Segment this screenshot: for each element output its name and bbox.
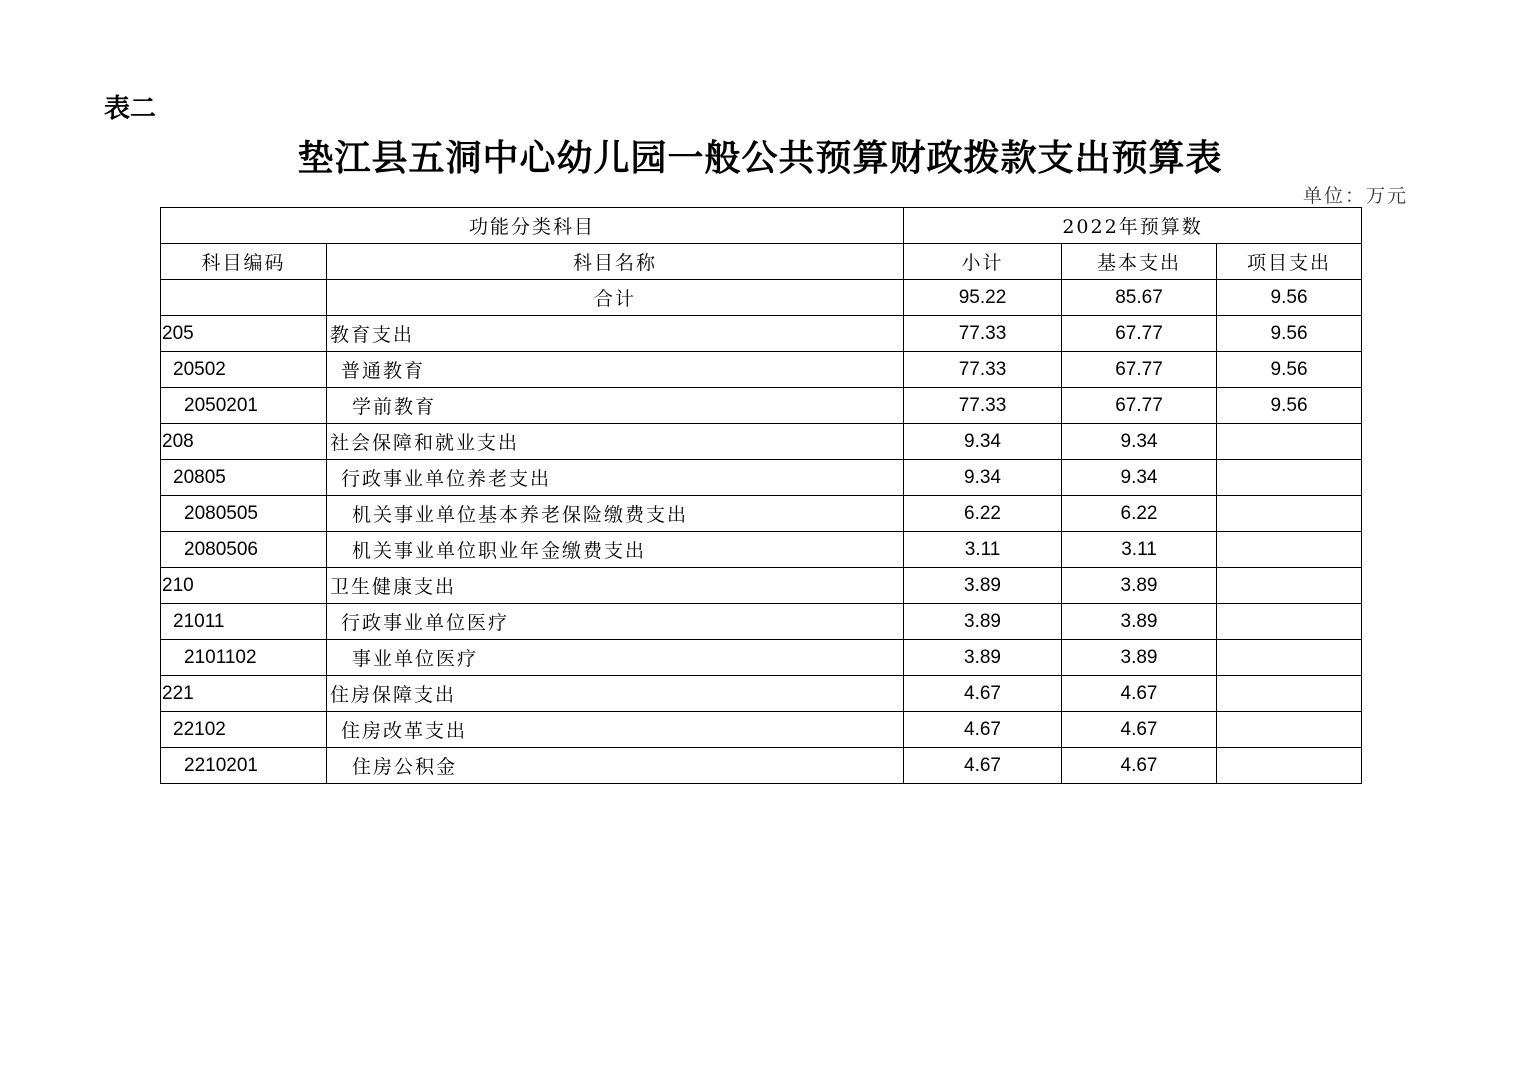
row-name: 行政事业单位养老支出 (327, 460, 904, 496)
row-name: 卫生健康支出 (327, 568, 904, 604)
row-code: 221 (161, 676, 327, 712)
total-subtotal: 95.22 (904, 280, 1062, 316)
column-header-name: 科目名称 (327, 244, 904, 280)
budget-table (160, 207, 1362, 784)
row-subtotal: 3.89 (904, 640, 1062, 676)
row-project (1217, 424, 1362, 460)
unit-note: 单位：万元 (1302, 185, 1408, 207)
row-code: 20502 (161, 352, 327, 388)
table-row (161, 316, 1362, 352)
group-header-row (161, 208, 1362, 244)
row-code: 2101102 (161, 640, 327, 676)
row-code: 205 (161, 316, 327, 352)
row-code: 208 (161, 424, 327, 460)
total-basic: 85.67 (1062, 280, 1217, 316)
row-basic: 4.67 (1062, 712, 1217, 748)
row-name: 机关事业单位基本养老保险缴费支出 (327, 496, 904, 532)
column-header-project: 项目支出 (1217, 244, 1362, 280)
row-subtotal: 4.67 (904, 712, 1062, 748)
row-code: 2080505 (161, 496, 327, 532)
row-subtotal: 77.33 (904, 352, 1062, 388)
table-row (161, 352, 1362, 388)
row-basic: 9.34 (1062, 460, 1217, 496)
table-row (161, 748, 1362, 784)
row-subtotal: 3.11 (904, 532, 1062, 568)
row-code: 2210201 (161, 748, 327, 784)
group-header-functional-category: 功能分类科目 (161, 208, 904, 244)
row-basic: 3.89 (1062, 568, 1217, 604)
row-basic: 3.11 (1062, 532, 1217, 568)
row-subtotal: 4.67 (904, 676, 1062, 712)
row-name: 社会保障和就业支出 (327, 424, 904, 460)
row-code: 20805 (161, 460, 327, 496)
row-subtotal: 4.67 (904, 748, 1062, 784)
document-title: 垫江县五洞中心幼儿园一般公共预算财政拨款支出预算表 (297, 137, 1223, 179)
row-subtotal: 77.33 (904, 316, 1062, 352)
row-project: 9.56 (1217, 352, 1362, 388)
row-subtotal: 9.34 (904, 460, 1062, 496)
row-name: 事业单位医疗 (327, 640, 904, 676)
row-project (1217, 496, 1362, 532)
row-project (1217, 712, 1362, 748)
row-name: 住房保障支出 (327, 676, 904, 712)
row-basic: 67.77 (1062, 388, 1217, 424)
table-row (161, 640, 1362, 676)
column-header-basic: 基本支出 (1062, 244, 1217, 280)
table-row (161, 388, 1362, 424)
row-project: 9.56 (1217, 316, 1362, 352)
row-name: 住房改革支出 (327, 712, 904, 748)
row-basic: 67.77 (1062, 352, 1217, 388)
row-project (1217, 532, 1362, 568)
row-name: 住房公积金 (327, 748, 904, 784)
row-code: 2050201 (161, 388, 327, 424)
row-code: 2080506 (161, 532, 327, 568)
row-basic: 67.77 (1062, 316, 1217, 352)
row-project (1217, 676, 1362, 712)
row-name: 教育支出 (327, 316, 904, 352)
row-project: 9.56 (1217, 388, 1362, 424)
table-row (161, 568, 1362, 604)
row-basic: 4.67 (1062, 676, 1217, 712)
table-row (161, 460, 1362, 496)
table-row (161, 532, 1362, 568)
row-name: 行政事业单位医疗 (327, 604, 904, 640)
column-header-subtotal: 小计 (904, 244, 1062, 280)
table-row (161, 712, 1362, 748)
row-code: 210 (161, 568, 327, 604)
total-label: 合计 (327, 280, 904, 316)
row-basic: 3.89 (1062, 604, 1217, 640)
table-label: 表二 (104, 94, 157, 124)
group-header-budget-year: 2022年预算数 (904, 208, 1362, 244)
row-code: 21011 (161, 604, 327, 640)
row-subtotal: 3.89 (904, 604, 1062, 640)
total-row (161, 280, 1362, 316)
row-basic: 3.89 (1062, 640, 1217, 676)
row-basic: 4.67 (1062, 748, 1217, 784)
table-row (161, 676, 1362, 712)
row-name: 学前教育 (327, 388, 904, 424)
row-project (1217, 640, 1362, 676)
table-row (161, 496, 1362, 532)
row-name: 普通教育 (327, 352, 904, 388)
row-subtotal: 77.33 (904, 388, 1062, 424)
row-subtotal: 9.34 (904, 424, 1062, 460)
total-code (161, 280, 327, 316)
row-basic: 9.34 (1062, 424, 1217, 460)
row-name: 机关事业单位职业年金缴费支出 (327, 532, 904, 568)
row-project (1217, 748, 1362, 784)
row-project (1217, 460, 1362, 496)
row-subtotal: 3.89 (904, 568, 1062, 604)
row-subtotal: 6.22 (904, 496, 1062, 532)
table-row (161, 604, 1362, 640)
column-header-row (161, 244, 1362, 280)
row-basic: 6.22 (1062, 496, 1217, 532)
row-project (1217, 604, 1362, 640)
column-header-code: 科目编码 (161, 244, 327, 280)
budget-table-body (161, 208, 1362, 784)
table-row (161, 424, 1362, 460)
row-code: 22102 (161, 712, 327, 748)
row-project (1217, 568, 1362, 604)
total-project: 9.56 (1217, 280, 1362, 316)
